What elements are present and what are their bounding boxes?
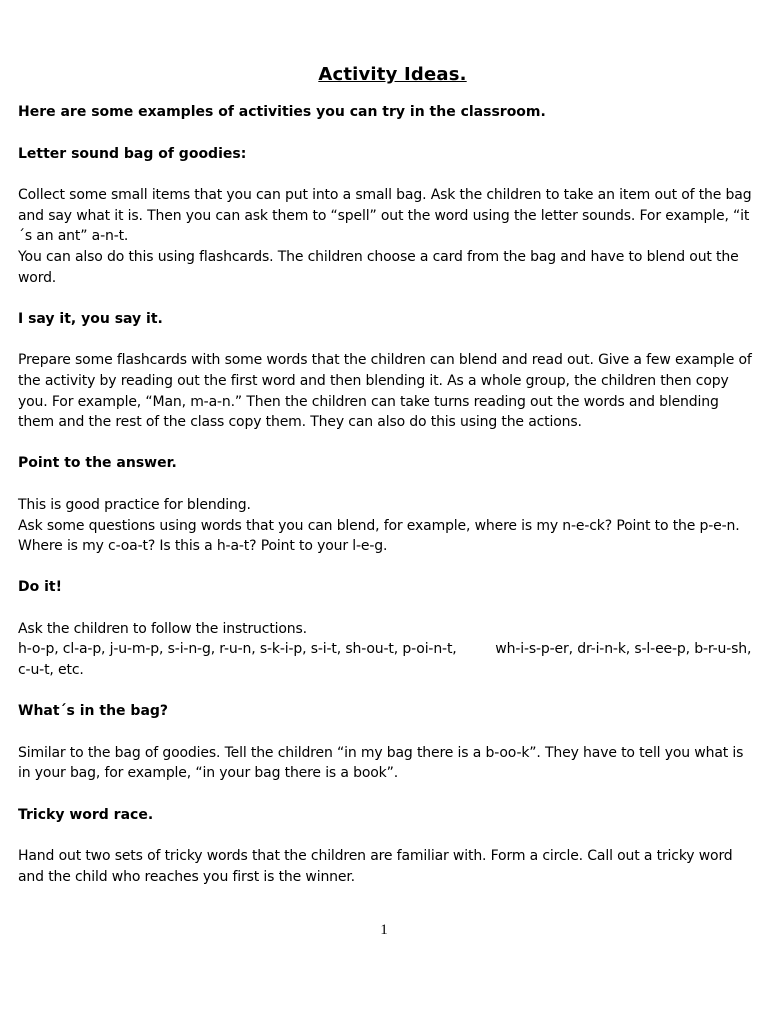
section-heading-whats-in-bag: What´s in the bag? [18,703,169,720]
section-paragraph: Prepare some flashcards with some words that the children can blend and read out. Give a few example of the activity by reading out the first word and then blending it. As a whole group, the children then copy you. For example, “Man, m-a-n.” Then the children can take turns reading out the words and blending them and the rest of the class copy them. They can also do this using the actions. [18,352,752,431]
section-heading-letter-sound-bag: Letter sound bag of goodies: [18,145,247,162]
section-paragraph: This is good practice for blending. [18,496,251,513]
document-page [18,64,756,887]
spacer [18,474,753,495]
spacer [18,165,753,186]
section-heading-point-to-answer: Point to the answer. [18,455,177,472]
spacer [18,598,753,619]
intro-text: Here are some examples of activities you can try in the classroom. [18,104,546,120]
spacer [18,826,753,847]
section-paragraph: You can also do this using flashcards. The children choose a card from the bag and have to blend out the word. [18,248,739,286]
page-title: Activity Ideas. [318,64,467,85]
spacer [18,722,753,743]
section-paragraph: Hand out two sets of tricky words that the children are familiar with. Form a circle. Call out a tricky word and the child who reaches you first is the winner. [18,848,733,885]
section-paragraph: Ask some questions using words that you can blend, for example, where is my n-e-ck? Point to the p-e-n. Where is my c-oa-t? Is this a h-a-t? Point to your l-e-g. [18,517,740,555]
spacer [18,330,753,351]
spacer [18,784,753,805]
section-heading-i-say-it: I say it, you say it. [18,310,163,327]
section-heading-tricky-word-race: Tricky word race. [18,806,154,823]
section-heading-do-it: Do it! [18,579,62,596]
section-paragraph: Ask the children to follow the instructions. [18,620,307,637]
spacer [18,123,753,144]
spacer [18,681,753,702]
section-paragraph: Collect some small items that you can put into a small bag. Ask the children to take an item out of the bag and say what it is. Then you can ask them to “spell” out the word using the letter sounds. For example, “it´s an ant” a-n-t. [18,187,752,245]
page-number: 1 [380,922,388,938]
spacer [18,433,753,454]
section-paragraph: h-o-p, cl-a-p, j-u-m-p, s-i-n-g, r-u-n, s-k-i-p, s-i-t, sh-ou-t, p-oi-n-t, wh-i-s-p-er, dr-i-n-k, s-l-ee-p, b-r-u-sh, c-u-t, etc. [18,641,756,679]
spacer [18,557,753,578]
section-paragraph: Similar to the bag of goodies. Tell the children “in my bag there is a b-oo-k”. They have to tell you what is in your bag, for example, “in your bag there is a book”. [18,744,744,782]
spacer [18,288,753,309]
